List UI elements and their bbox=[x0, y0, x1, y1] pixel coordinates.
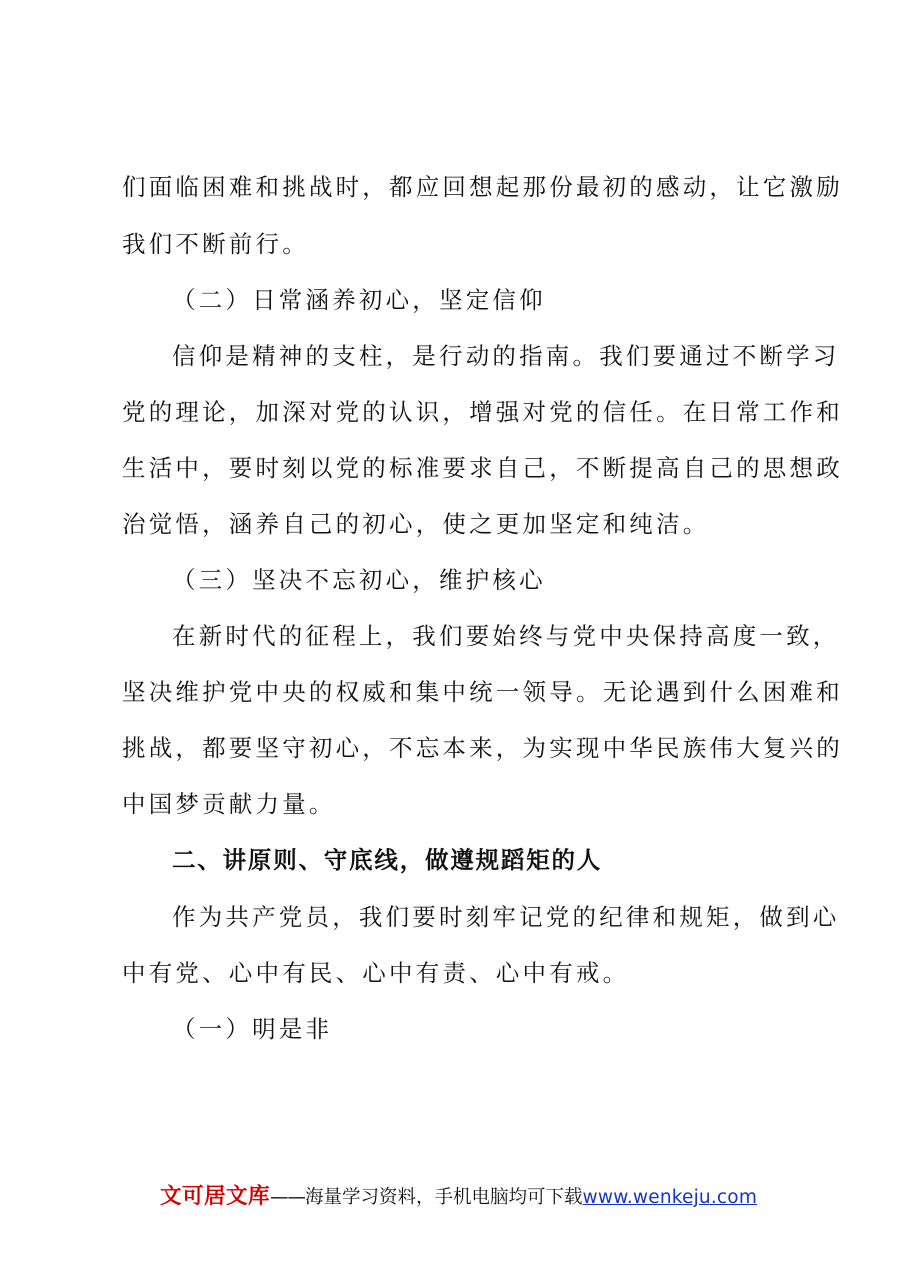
footer-link[interactable]: www.wenkeju.com bbox=[582, 1187, 758, 1208]
body-text-line: 党的理论，加深对党的认识，增强对党的信任。在日常工作和 bbox=[122, 398, 843, 426]
chapter-heading: 二、讲原则、守底线，做遵规蹈矩的人 bbox=[172, 846, 603, 874]
body-text-line: 生活中，要时刻以党的标准要求自己，不断提高自己的思想政 bbox=[122, 454, 843, 482]
footer-banner bbox=[160, 1182, 757, 1212]
section-heading: （二）日常涵养初心，坚定信仰 bbox=[172, 286, 546, 314]
body-text-line: 我们不断前行。 bbox=[122, 230, 309, 258]
body-text-line: 作为共产党员，我们要时刻牢记党的纪律和规矩，做到心 bbox=[172, 903, 840, 931]
section-heading: （三）坚决不忘初心，维护核心 bbox=[172, 566, 546, 594]
body-text-line: 在新时代的征程上，我们要始终与党中央保持高度一致， bbox=[172, 622, 840, 650]
footer-dash: —— bbox=[270, 1187, 306, 1208]
section-heading: （一）明是非 bbox=[172, 1015, 333, 1043]
body-text-line: 挑战，都要坚守初心，不忘本来，为实现中华民族伟大复兴的 bbox=[122, 734, 843, 762]
body-text-line: 坚决维护党中央的权威和集中统一领导。无论遇到什么困难和 bbox=[122, 678, 843, 706]
footer-tagline: 海量学习资料，手机电脑均可下载 bbox=[305, 1187, 583, 1208]
body-text-line: 中国梦贡献力量。 bbox=[122, 790, 336, 818]
body-text-line: 治觉悟，涵养自己的初心，使之更加坚定和纯洁。 bbox=[122, 510, 710, 538]
body-text-line: 们面临困难和挑战时，都应回想起那份最初的感动，让它激励 bbox=[122, 173, 843, 201]
body-text-line: 中有党、心中有民、心中有责、心中有戒。 bbox=[122, 959, 630, 987]
footer-brand: 文可居文库 bbox=[160, 1184, 271, 1209]
body-text-line: 信仰是精神的支柱，是行动的指南。我们要通过不断学习 bbox=[172, 342, 840, 370]
